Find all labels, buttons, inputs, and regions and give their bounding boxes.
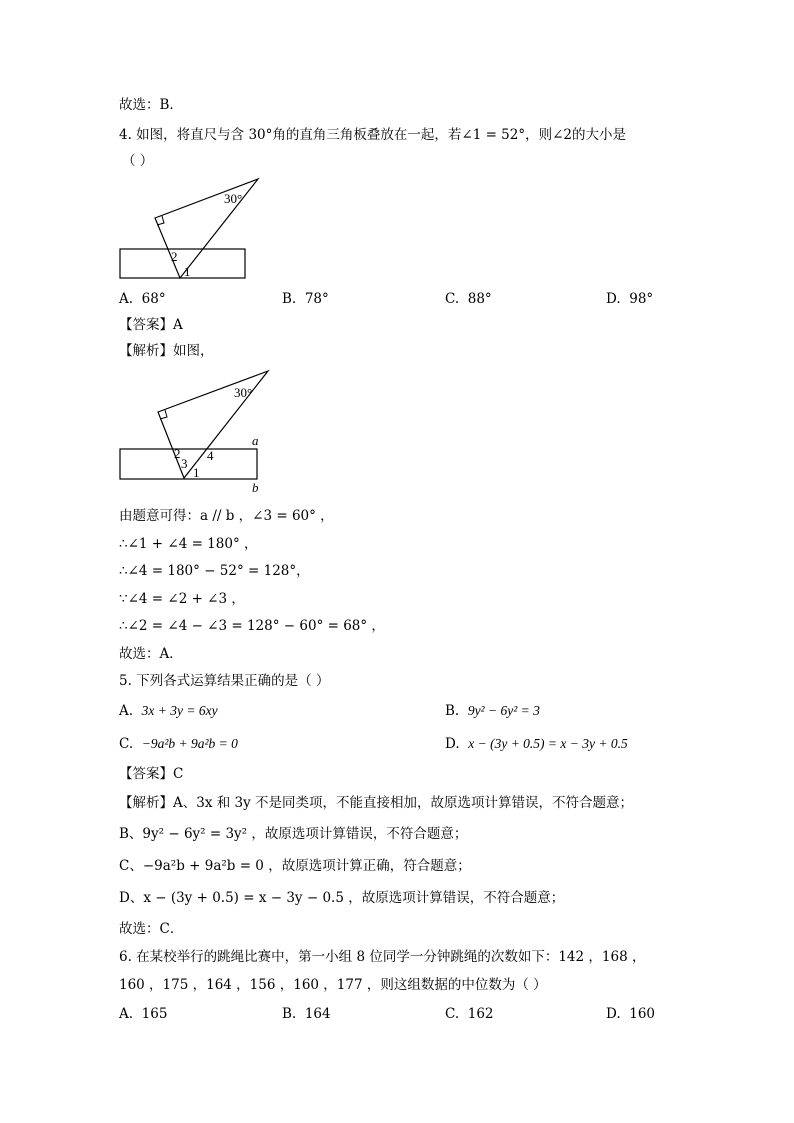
- label-angle-2: 2: [171, 249, 178, 264]
- option-text: 165: [141, 1006, 168, 1022]
- option-text: 160: [629, 1006, 656, 1022]
- option-text: 3x + 3y = 6xy: [141, 703, 218, 718]
- q4-analysis-figure: [110, 364, 270, 496]
- ruler-rect: [120, 449, 257, 479]
- label-angle-2: 2: [174, 446, 181, 461]
- option-key: D.: [606, 291, 621, 307]
- q4-step-5: ∴∠2 = ∠4 − ∠3 = 128° − 60° = 68° ，: [119, 618, 385, 634]
- label-angle-1: 1: [193, 465, 200, 480]
- q4-step-4: ∵∠4 = ∠2 + ∠3 ，: [119, 591, 245, 607]
- q5-option-b: [445, 702, 540, 720]
- option-text: x − (3y + 0.5) = x − 3y + 0.5: [468, 736, 628, 751]
- option-key: A.: [119, 291, 134, 307]
- label-angle-1: 1: [184, 264, 191, 279]
- option-key: B.: [282, 291, 297, 307]
- option-text: 88°: [467, 291, 492, 307]
- label-angle-3: 3: [181, 456, 188, 471]
- ruler-rect: [120, 249, 245, 278]
- q4-option-d: [606, 290, 653, 308]
- label-line-b: b: [252, 480, 259, 495]
- q4-option-c: [445, 290, 492, 308]
- previous-answer: 故选：B．: [119, 97, 183, 113]
- q5-stem: 5. 下列各式运算结果正确的是（ ）: [119, 673, 330, 689]
- option-key: C.: [445, 291, 460, 307]
- q4-stem: 4. 如图，将直尺与含 30°角的直角三角板叠放在一起，若∠1 = 52°，则∠2的大小是: [119, 127, 627, 143]
- q5-option-a: [119, 702, 218, 720]
- q5-answer: 【答案】C: [119, 766, 184, 782]
- q4-step-1: 由题意可得：a // b ，∠3 = 60° ，: [119, 508, 334, 524]
- q5-conclusion: 故选：C．: [119, 921, 184, 937]
- q4-answer: 【答案】A: [119, 317, 183, 333]
- option-text: 78°: [304, 291, 329, 307]
- q6-stem-line2: 160 ，175 ，164 ，156 ，160 ，177 ，则这组数据的中位数为（ ）: [119, 977, 547, 993]
- option-text: −9a²b + 9a²b = 0: [141, 736, 238, 751]
- q4-option-b: [282, 290, 329, 308]
- q4-analysis-head: 【解析】如图，: [119, 343, 214, 359]
- q4-step-3: ∴∠4 = 180° − 52° = 128°，: [119, 563, 310, 579]
- option-text: 98°: [629, 291, 654, 307]
- label-30deg: 30°: [224, 191, 243, 206]
- q5-analysis-d: D、x − (3y + 0.5) = x − 3y − 0.5 ，故原选项计算错误，不符合题意；: [119, 890, 565, 906]
- option-key: D.: [445, 736, 460, 752]
- q5-analysis-a: 【解析】A、3x 和 3y 不是同类项，不能直接相加，故原选项计算错误，不符合题意；: [119, 795, 634, 811]
- label-30deg: 30°: [234, 385, 253, 400]
- q6-option-c: [445, 1005, 494, 1023]
- q5-option-c: [119, 735, 238, 753]
- option-key: C.: [119, 736, 134, 752]
- q4-conclusion: 故选：A．: [119, 646, 183, 662]
- q6-option-d: [606, 1005, 655, 1023]
- option-key: B.: [282, 1006, 297, 1022]
- q4-option-a: [119, 290, 166, 308]
- option-text: 68°: [141, 291, 166, 307]
- q5-analysis-b: B、9y² − 6y² = 3y² ，故原选项计算错误，不符合题意；: [119, 826, 468, 842]
- option-text: 162: [467, 1006, 494, 1022]
- option-text: 164: [304, 1006, 331, 1022]
- q4-paren: （ ）: [122, 153, 154, 169]
- q5-analysis-c: C、−9a²b + 9a²b = 0 ，故原选项计算正确，符合题意；: [119, 858, 471, 874]
- option-key: B.: [445, 703, 460, 719]
- q6-option-a: [119, 1005, 167, 1023]
- q6-stem-line1: 6. 在某校举行的跳绳比赛中，第一小组 8 位同学一分钟跳绳的次数如下：142 ，168 ，: [119, 949, 646, 965]
- option-key: C.: [445, 1006, 460, 1022]
- q6-option-b: [282, 1005, 331, 1023]
- option-key: A.: [119, 703, 134, 719]
- option-key: D.: [606, 1006, 621, 1022]
- option-text: 9y² − 6y² = 3: [467, 703, 540, 718]
- label-angle-4: 4: [207, 448, 214, 463]
- q4-figure-ruler-triangle: [110, 172, 260, 284]
- option-key: A.: [119, 1006, 134, 1022]
- q5-option-d: [445, 735, 628, 753]
- label-line-a: a: [252, 433, 259, 448]
- q4-step-2: ∴∠1 + ∠4 = 180° ，: [119, 536, 258, 552]
